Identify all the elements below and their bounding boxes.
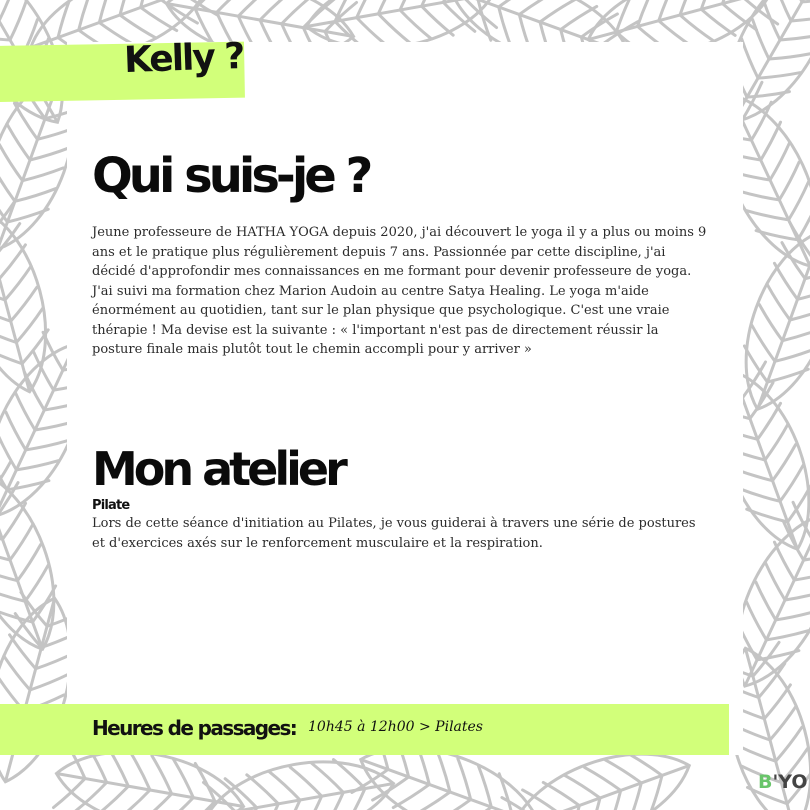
brand-logo bbox=[758, 771, 810, 795]
brand-logo-first: B bbox=[758, 771, 773, 793]
brand-logo-rest: 'YO bbox=[772, 771, 808, 793]
name-tag-text: Kelly ? bbox=[123, 35, 244, 82]
about-text: Jeune professeure de HATHA YOGA depuis 2020, j'ai découvert le yoga il y a plus ou moins 9 ans et le pratique plus régulièrement depuis 7 ans. Passionnée par cette discipline, j'ai décidé d'approfondir mes connaissances en me formant pour devenir professeure de yoga. J'ai suivi ma formation chez Marion Audoin au centre Satya Healing. Le yoga m'aide énormément au quotidien, tant sur le plan physique que psychologique. C'est une vraie thérapie ! Ma devise est la suivante : « l'important n'est pas de directement réussir la posture finale mais plutôt tout le chemin accompli pour y arriver » bbox=[92, 225, 707, 357]
schedule-label: Heures de passages: bbox=[92, 716, 297, 740]
about-title: Qui suis-je ? bbox=[92, 148, 370, 204]
workshop-subtitle: Pilate bbox=[92, 498, 130, 513]
schedule-value: 10h45 à 12h00 > Pilates bbox=[308, 719, 483, 735]
workshop-text: Lors de cette séance d'initiation au Pilates, je vous guiderai à travers une série de postures et d'exercices axés sur le renforcement musculaire et la respiration. bbox=[92, 516, 696, 551]
workshop-title: Mon atelier bbox=[92, 442, 344, 496]
